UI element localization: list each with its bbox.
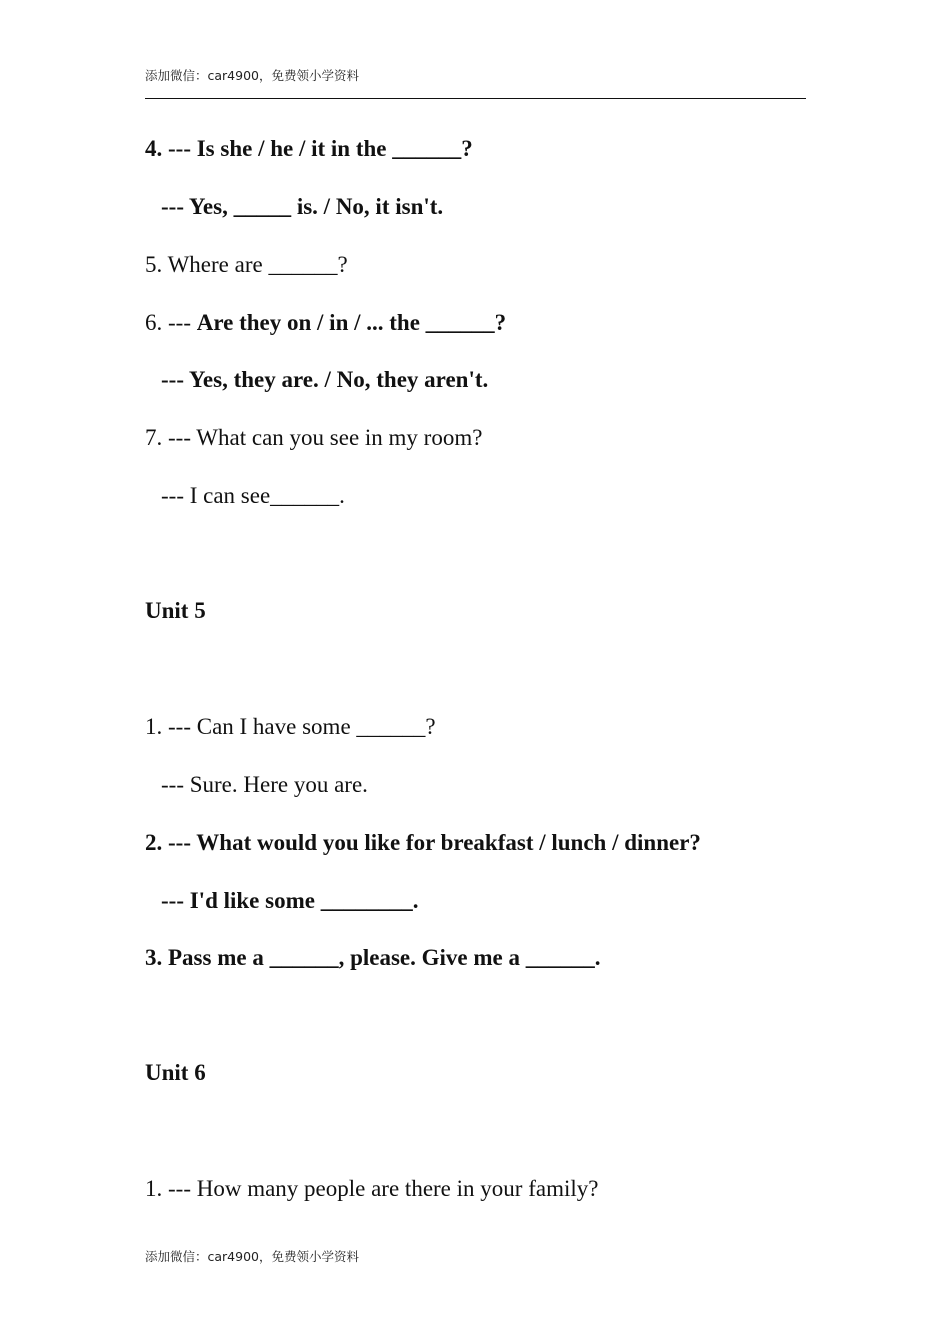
- unit5-item1-question: 1. --- Can I have some ______?: [145, 714, 436, 739]
- unit4-item6-question-text: Are they on / in / ... the ______?: [196, 310, 507, 335]
- unit6-item1-question: 1. --- How many people are there in your family?: [145, 1176, 599, 1201]
- unit4-item6-answer: --- Yes, they are. / No, they aren't.: [161, 367, 489, 392]
- unit4-item6-number: 6. ---: [145, 310, 197, 335]
- unit6-heading: Unit 6: [145, 1060, 206, 1085]
- unit5-item2-answer: --- I'd like some ________.: [161, 888, 419, 913]
- unit4-item4-question: 4. --- Is she / he / it in the ______?: [145, 136, 473, 161]
- unit4-item7-question: 7. --- What can you see in my room?: [145, 425, 483, 450]
- header-divider: [145, 98, 806, 99]
- unit5-item2-question: 2. --- What would you like for breakfast / lunch / dinner?: [145, 830, 701, 855]
- unit4-item6-question: [145, 309, 506, 337]
- unit5-item3: 3. Pass me a ______, please. Give me a ______.: [145, 945, 601, 970]
- unit5-item1-answer: --- Sure. Here you are.: [161, 772, 368, 797]
- unit4-item4-answer: --- Yes, _____ is. / No, it isn't.: [161, 194, 444, 219]
- page-footer-text: 添加微信：car4900，免费领小学资料: [145, 1249, 359, 1264]
- page-header-text: 添加微信：car4900，免费领小学资料: [145, 68, 359, 83]
- unit4-item5: 5. Where are ______?: [145, 252, 348, 277]
- unit5-heading: Unit 5: [145, 598, 206, 623]
- unit4-item7-answer: --- I can see______.: [161, 483, 345, 508]
